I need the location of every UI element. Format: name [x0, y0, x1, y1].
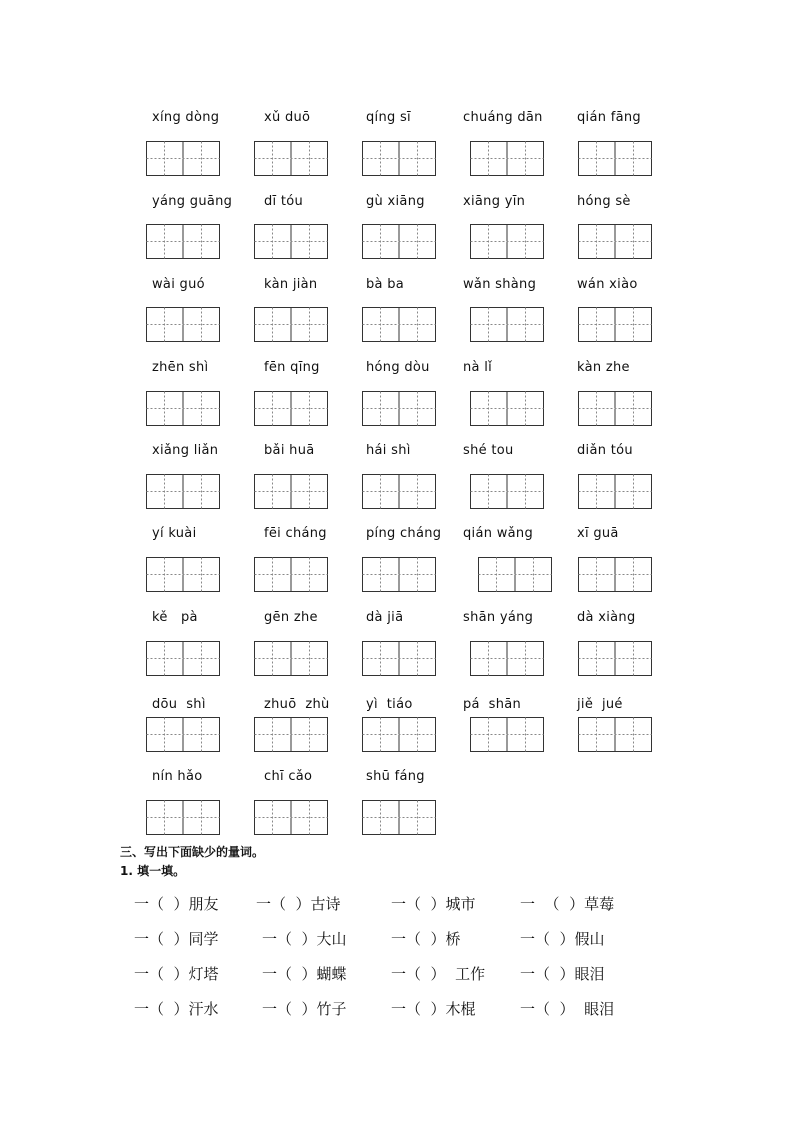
pinyin-label: wǎn shàng: [463, 277, 537, 292]
writing-box[interactable]: [254, 557, 328, 591]
measure-word-blank[interactable]: 一（ ）汗水: [134, 1000, 219, 1018]
writing-box[interactable]: [146, 391, 220, 425]
pinyin-label: wán xiào: [577, 277, 638, 292]
writing-box[interactable]: [470, 641, 544, 675]
pinyin-label: bà ba: [366, 277, 405, 292]
measure-word-blank[interactable]: 一（ ）古诗: [256, 895, 341, 913]
writing-box[interactable]: [478, 557, 552, 591]
measure-word-blank[interactable]: 一（ ） 工作: [391, 965, 486, 983]
measure-word-blank[interactable]: 一（ ）桥: [391, 930, 461, 948]
measure-word-blank[interactable]: 一（ ）朋友: [134, 895, 219, 913]
pinyin-label: píng cháng: [366, 526, 442, 541]
writing-box[interactable]: [578, 141, 652, 175]
writing-box[interactable]: [254, 391, 328, 425]
writing-box[interactable]: [470, 391, 544, 425]
writing-box[interactable]: [254, 141, 328, 175]
writing-box[interactable]: [470, 474, 544, 508]
pinyin-label: diǎn tóu: [577, 443, 633, 458]
writing-box[interactable]: [362, 800, 436, 834]
pinyin-label: hóng dòu: [366, 360, 430, 375]
writing-box[interactable]: [146, 800, 220, 834]
pinyin-label: xíng dòng: [152, 110, 220, 125]
measure-word-blank[interactable]: 一（ ）蝴蝶: [262, 965, 347, 983]
pinyin-label: zhēn shì: [152, 360, 209, 375]
pinyin-label: xiāng yīn: [463, 194, 526, 209]
writing-box[interactable]: [362, 391, 436, 425]
pinyin-label: chī cǎo: [264, 769, 313, 784]
writing-box[interactable]: [146, 141, 220, 175]
pinyin-label: chuáng dān: [463, 110, 543, 125]
pinyin-label: yì tiáo: [366, 697, 413, 712]
writing-box[interactable]: [362, 641, 436, 675]
writing-box[interactable]: [362, 717, 436, 751]
writing-box[interactable]: [578, 717, 652, 751]
pinyin-label: qián fāng: [577, 110, 641, 125]
writing-box[interactable]: [578, 307, 652, 341]
pinyin-label: kě pà: [152, 610, 198, 625]
pinyin-label: dà xiàng: [577, 610, 636, 625]
writing-box[interactable]: [470, 224, 544, 258]
writing-box[interactable]: [146, 307, 220, 341]
pinyin-label: hóng sè: [577, 194, 631, 209]
pinyin-label: fēi cháng: [264, 526, 327, 541]
writing-box[interactable]: [470, 141, 544, 175]
writing-box[interactable]: [146, 641, 220, 675]
pinyin-label: yí kuài: [152, 526, 197, 541]
measure-word-blank[interactable]: 一 （ ）草莓: [520, 895, 615, 913]
pinyin-label: pá shān: [463, 697, 522, 712]
writing-box[interactable]: [254, 800, 328, 834]
writing-box[interactable]: [254, 641, 328, 675]
pinyin-label: fēn qīng: [264, 360, 320, 375]
pinyin-label: bǎi huā: [264, 443, 315, 458]
pinyin-label: qián wǎng: [463, 526, 533, 541]
pinyin-label: dà jiā: [366, 610, 404, 625]
pinyin-label: dī tóu: [264, 194, 304, 209]
measure-word-blank[interactable]: 一（ ）眼泪: [520, 965, 605, 983]
writing-box[interactable]: [362, 474, 436, 508]
pinyin-label: xī guā: [577, 526, 619, 541]
pinyin-label: zhuō zhù: [264, 697, 330, 712]
measure-word-blank[interactable]: 一（ ）同学: [134, 930, 219, 948]
pinyin-label: jiě jué: [577, 697, 623, 712]
pinyin-label: kàn jiàn: [264, 277, 318, 292]
measure-word-blank[interactable]: 一（ ）竹子: [262, 1000, 347, 1018]
measure-word-blank[interactable]: 一（ ） 眼泪: [520, 1000, 615, 1018]
writing-box[interactable]: [254, 224, 328, 258]
measure-word-blank[interactable]: 一（ ）假山: [520, 930, 605, 948]
pinyin-label: gēn zhe: [264, 610, 318, 625]
pinyin-label: xiǎng liǎn: [152, 443, 219, 458]
writing-box[interactable]: [362, 557, 436, 591]
writing-box[interactable]: [362, 307, 436, 341]
writing-box[interactable]: [578, 557, 652, 591]
writing-box[interactable]: [254, 717, 328, 751]
writing-box[interactable]: [470, 307, 544, 341]
writing-box[interactable]: [146, 474, 220, 508]
pinyin-label: xǔ duō: [264, 110, 311, 125]
writing-box[interactable]: [146, 717, 220, 751]
pinyin-label: shé tou: [463, 443, 514, 458]
measure-word-blank[interactable]: 一（ ）木棍: [391, 1000, 476, 1018]
measure-word-blank[interactable]: 一（ ）大山: [262, 930, 347, 948]
pinyin-label: yáng guāng: [152, 194, 233, 209]
writing-box[interactable]: [578, 224, 652, 258]
section-three-title: 三、写出下面缺少的量词。: [120, 845, 265, 859]
task-one-title: 1. 填一填。: [120, 864, 186, 878]
writing-box[interactable]: [362, 224, 436, 258]
pinyin-label: shān yáng: [463, 610, 534, 625]
writing-box[interactable]: [254, 474, 328, 508]
pinyin-label: gù xiāng: [366, 194, 425, 209]
measure-word-blank[interactable]: 一（ ）灯塔: [134, 965, 219, 983]
pinyin-label: qíng sī: [366, 110, 411, 125]
pinyin-label: dōu shì: [152, 697, 206, 712]
writing-box[interactable]: [578, 641, 652, 675]
pinyin-label: hái shì: [366, 443, 411, 458]
writing-box[interactable]: [146, 224, 220, 258]
writing-box[interactable]: [146, 557, 220, 591]
writing-box[interactable]: [254, 307, 328, 341]
writing-box[interactable]: [578, 474, 652, 508]
measure-word-blank[interactable]: 一（ ）城市: [391, 895, 476, 913]
pinyin-label: shū fáng: [366, 769, 425, 784]
pinyin-label: nín hǎo: [152, 769, 203, 784]
pinyin-label: nà lǐ: [463, 360, 493, 375]
writing-box[interactable]: [362, 141, 436, 175]
pinyin-label: wài guó: [152, 277, 205, 292]
writing-box[interactable]: [578, 391, 652, 425]
pinyin-label: kàn zhe: [577, 360, 630, 375]
writing-box[interactable]: [470, 717, 544, 751]
